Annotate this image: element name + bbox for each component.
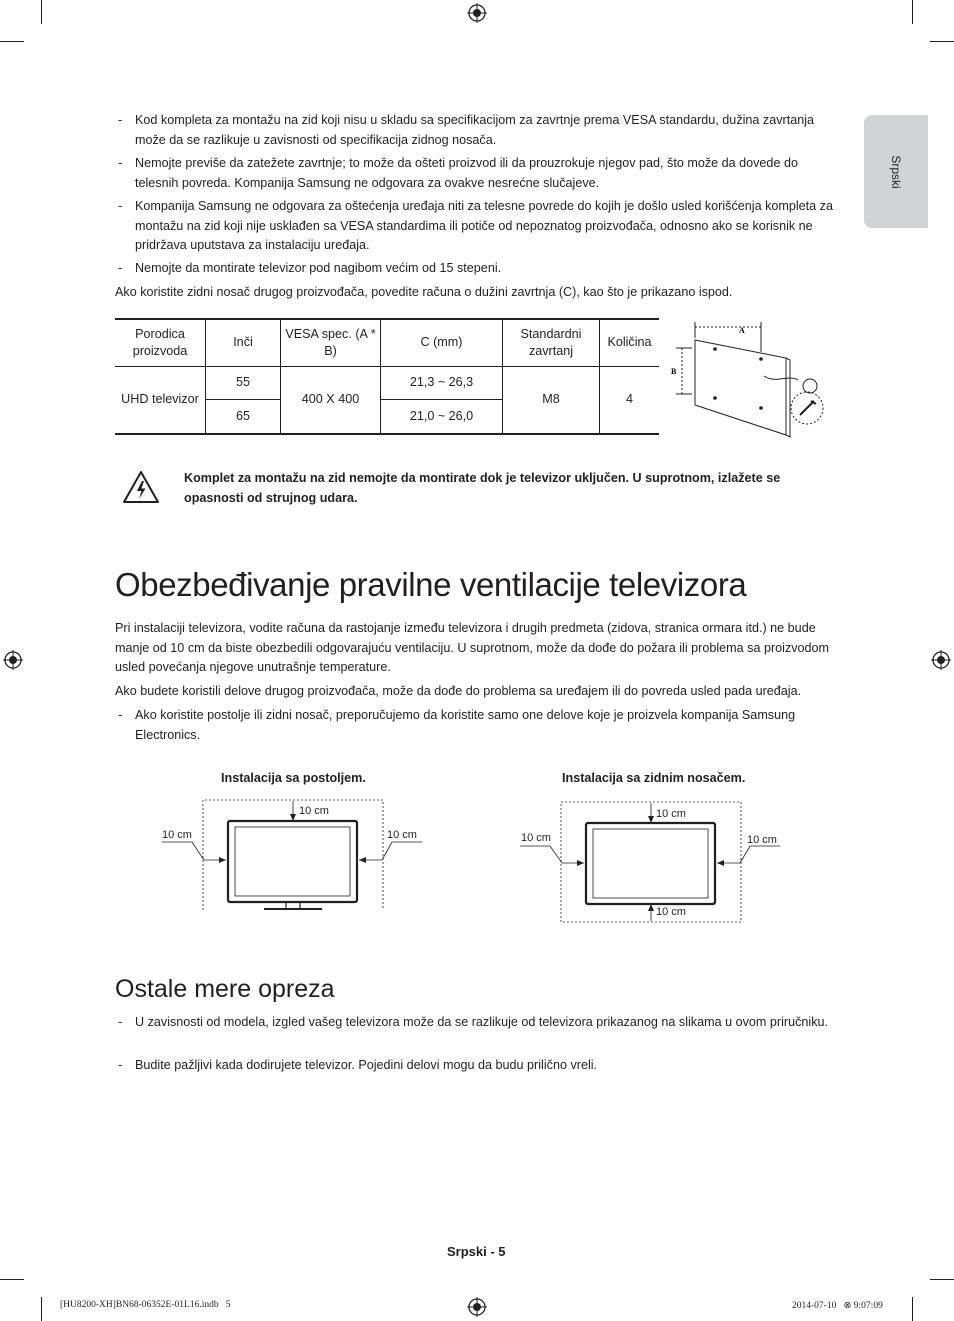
clearance-label-right: 10 cm [387,829,417,841]
clearance-label-left: 10 cm [162,829,192,841]
table-cell: UHD televizor [115,366,206,434]
table-cell: 400 X 400 [281,366,381,434]
stand-installation-diagram [160,796,426,916]
list-item: - Nemojte da montirate televizor pod nagibom većim od 15 stepeni. [118,261,502,275]
registration-mark-icon [467,3,487,23]
table-header: Inči [206,319,281,366]
table-cell: 4 [600,366,660,434]
registration-mark-icon [3,650,23,670]
crop-mark [41,0,42,24]
table-header: C (mm) [381,319,503,366]
dimension-label-a: A [739,326,745,335]
registration-mark-icon [467,1297,487,1317]
screw-intro-text: Ako koristite zidni nosač drugog proizvođača, povedite računa o dužini zavrtnja (C), kao što je prikazano ispod. [115,285,733,299]
table-cell: 65 [206,399,281,434]
language-tab [864,115,928,228]
screw-hole [759,406,763,410]
table-cell: 55 [206,366,281,399]
table-header: Količina [600,319,660,366]
dimension-label-b: B [671,367,677,376]
clearance-label-right: 10 cm [747,834,777,846]
list-item: - Kod kompleta za montažu na zid koji nisu u skladu sa specifikacijom za zavrtnje prema VESA standardu, dužina zavrtanja može da se razlikuje u zavisnosti od specifikacija zidnog nosača. [118,113,815,147]
list-item: - Kompanija Samsung ne odgovara za oštećenja uređaja niti za telesne povrede do kojih je došlo usled korišćenja kompleta za montažu na zid koji nije usklađen sa VESA standardima ili potiče od nepoznatog proizvođača, odnosno ako se korisnik ne pridržava uputstava za instalaciju uređaja. [118,199,833,252]
table-cell: M8 [503,366,600,434]
wall-mount-diagram [668,318,834,438]
screw-hole [713,396,717,400]
table-header: VESA spec. (A * B) [281,319,381,366]
section-title: Obezbeđivanje pravilne ventilacije televizora [115,566,747,603]
clearance-label-top: 10 cm [299,805,329,817]
crop-mark [912,1297,913,1321]
clearance-label-top: 10 cm [656,808,686,820]
registration-mark-icon [931,650,951,670]
screw-hole [759,357,763,361]
language-tab-label: Srpski [889,154,903,189]
table-header: Porodica proizvoda [115,319,206,366]
list-item: - U zavisnosti od modela, izgled vašeg televizora može da se razlikuje od televizora prikazanog na slikama u ovom priručniku. [118,1015,828,1029]
table-header: Standardni zavrtanj [503,319,600,366]
body-paragraph: Ako budete koristili delove drugog proizvođača, može da dođe do problema sa uređajem ili do povreda usled pada uređaja. [115,684,802,698]
screw-hole [713,347,717,351]
crop-mark [0,41,24,42]
crop-mark [930,1279,954,1280]
table-cell: 21,3 ~ 26,3 [381,366,503,399]
figure-caption: Instalacija sa zidnim nosačem. [562,771,746,785]
footer-timestamp: 2014-07-10 ⊗ 9:07:09 [792,1301,883,1311]
table-cell: 21,0 ~ 26,0 [381,399,503,434]
list-item: - Nemojte previše da zatežete zavrtnje; to može da ošteti proizvod ili da prouzrokuje njegov pad, što može da dovede do telesnih povreda. Kompanija Samsung ne odgovara za ovakve nesrećne slučajeve. [118,156,798,190]
electric-shock-warning-icon [122,470,160,504]
clearance-label-bottom: 10 cm [656,906,686,918]
vesa-spec-table [115,318,659,435]
footer-file-name: [HU8200-XH]BN68-06352E-01L16.indb 5 [60,1300,231,1310]
list-item: - Ako koristite postolje ili zidni nosač, preporučujemo da koristite samo one delove koje je proizvela kompanija Samsung Electronics. [118,708,796,742]
list-item: - Budite pažljivi kada dodirujete televizor. Pojedini delovi mogu da budu prilično vreli. [118,1058,598,1072]
crop-mark [912,0,913,24]
wall-installation-diagram [518,798,784,926]
page-number: Srpski - 5 [447,1244,506,1259]
crop-mark [0,1279,24,1280]
crop-mark [930,41,954,42]
subsection-title: Ostale mere opreza [115,975,335,1003]
crop-mark [41,1297,42,1321]
warning-text: Komplet za montažu na zid nemojte da montirate dok je televizor uključen. U suprotnom, izlažete se opasnosti od strujnog udara. [184,471,781,505]
body-paragraph: Pri instalaciji televizora, vodite računa da rastojanje između televizora i drugih predmeta (zidova, stranica ormara itd.) ne bude manje od 10 cm da biste obezbedili odgovarajuću ventilaciju. U suprotnom, može da dođe do požara ili problema sa proizvodom usled povećanja njegove unutrašnje temperature. [115,621,830,674]
figure-caption: Instalacija sa postoljem. [221,771,366,785]
clearance-label-left: 10 cm [521,832,551,844]
